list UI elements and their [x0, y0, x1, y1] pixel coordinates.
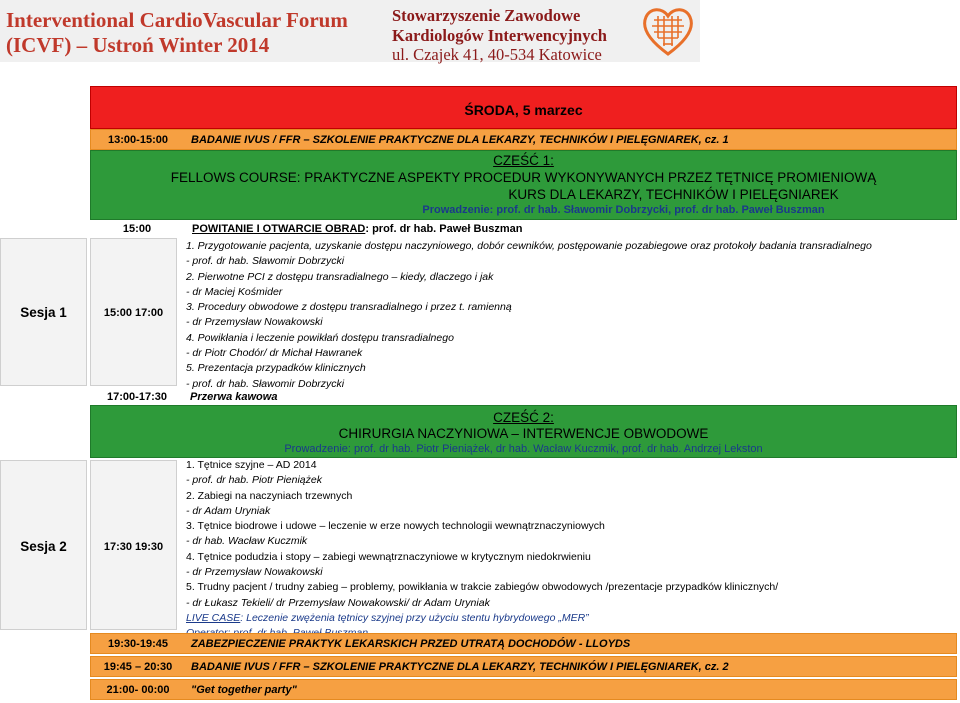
day-title: ŚRODA, 5 marzec — [464, 102, 583, 118]
row-description: "Get together party" — [191, 684, 297, 696]
part1-title: CZEŚĆ 1: — [493, 153, 554, 168]
schedule-row-party — [90, 679, 957, 700]
part2-chairs: Prowadzenie: prof. dr hab. Piotr Pieniążek, dr hab. Wacław Kuczmik, prof. dr hab. Andrzej Lekston — [284, 443, 763, 455]
welcome-text — [192, 223, 522, 235]
lecture-speaker: - prof. dr hab. Sławomir Dobrzycki — [186, 377, 345, 390]
lecture-title: 1. Przygotowanie pacjenta, uzyskanie dostępu naczyniowego, dobór cewników, postępowanie pozabiegowe oraz protokoły badania transradialnego — [186, 240, 872, 252]
part2-title: CZEŚĆ 2: — [493, 410, 554, 425]
part1-chairs: Prowadzenie: prof. dr hab. Sławomir Dobrzycki, prof. dr hab. Paweł Buszman — [422, 204, 825, 216]
live-case-description: : Leczenie zwężenia tętnicy szyjnej przy użyciu stentu hybrydowego „MER” — [240, 611, 589, 624]
row-description: BADANIE IVUS / FFR – SZKOLENIE PRAKTYCZNE DLA LEKARZY, TECHNIKÓW I PIELĘGNIAREK, cz. 2 — [191, 661, 729, 673]
lecture-speaker: - prof. dr hab. Piotr Pieniążek — [186, 474, 322, 487]
lecture-speaker: - prof. dr hab. Sławomir Dobrzycki — [186, 255, 345, 268]
schedule-row-coffee-break — [90, 388, 957, 406]
lecture-title: 4. Powikłania i leczenie powikłań dostępu transradialnego — [186, 331, 454, 344]
lecture-title: 3. Procedury obwodowe z dostępu transradialnego i przez t. ramienną — [186, 301, 512, 314]
organizer-name-line2: Kardiologów Interwencyjnych — [392, 25, 607, 45]
lecture-speaker: - dr Łukasz Tekieli/ dr Przemysław Nowakowski/ dr Adam Uryniak — [186, 596, 490, 609]
row-description: ZABEZPIECZENIE PRAKTYK LEKARSKICH PRZED UTRATĄ DOCHODÓW - LLOYDS — [191, 638, 631, 650]
live-case-line — [186, 611, 956, 626]
welcome-speaker: : prof. dr hab. Paweł Buszman — [365, 223, 523, 235]
row-time: 21:00- 00:00 — [106, 684, 170, 696]
live-case-label: LIVE CASE — [186, 611, 241, 624]
event-title — [6, 8, 348, 58]
heart-grid-logo-icon — [640, 4, 696, 58]
session1-label: Sesja 1 — [20, 305, 67, 320]
lecture-speaker: - dr Piotr Chodór/ dr Michał Hawranek — [186, 347, 363, 360]
session2-label: Sesja 2 — [20, 539, 67, 554]
part2-course-title: CHIRURGIA NACZYNIOWA – INTERWENCJE OBWODOWE — [338, 426, 709, 441]
part1-course-title: FELLOWS COURSE: PRAKTYCZNE ASPEKTY PROCEDUR WYKONYWANYCH PRZEZ TĘTNICĘ PROMIENIOWĄ — [170, 170, 877, 185]
lecture-speaker: - dr hab. Wacław Kuczmik — [186, 535, 308, 548]
schedule-row-ivus-part1 — [90, 129, 957, 150]
lecture-title: 1. Tętnice szyjne – AD 2014 — [186, 459, 317, 471]
lecture-speaker: - dr Maciej Kośmider — [186, 285, 283, 298]
row-time: 17:00-17:30 — [107, 391, 167, 403]
lecture-title: 5. Prezentacja przypadków klinicznych — [186, 362, 366, 375]
lecture-title: 2. Pierwotne PCI z dostępu transradialnego – kiedy, dlaczego i jak — [186, 270, 494, 283]
row-time: 13:00-15:00 — [108, 134, 168, 146]
lecture-title: 4. Tętnice podudzia i stopy – zabiegi wewnątrznaczyniowe w krytycznym niedokrwieniu — [186, 550, 591, 563]
lecture-speaker: - dr Przemysław Nowakowski — [186, 566, 323, 579]
session1-label-cell — [0, 238, 87, 386]
lecture-title: 3. Tętnice biodrowe i udowe – leczenie w erze nowych technologii wewnątrznaczyniowych — [186, 520, 605, 533]
session2-lectures — [186, 458, 956, 642]
header-banner — [0, 0, 700, 62]
session1-lectures — [186, 239, 956, 392]
part2-header — [90, 405, 957, 458]
event-title-line2: (ICVF) – Ustroń Winter 2014 — [6, 33, 270, 57]
session2-label-cell — [0, 460, 87, 630]
session1-time: 15:00 17:00 — [103, 307, 164, 319]
row-time: 15:00 — [122, 223, 152, 235]
row-description: Przerwa kawowa — [190, 391, 278, 403]
lecture-speaker: - dr Adam Uryniak — [186, 504, 271, 517]
row-description: BADANIE IVUS / FFR – SZKOLENIE PRAKTYCZNE DLA LEKARZY, TECHNIKÓW I PIELĘGNIAREK, cz. 1 — [191, 134, 729, 146]
organizer-address: ul. Czajek 41, 40-534 Katowice — [392, 45, 602, 64]
session2-time: 17:30 19:30 — [103, 541, 164, 553]
part1-header — [90, 150, 957, 220]
lecture-speaker: - dr Przemysław Nowakowski — [186, 316, 323, 329]
session2-time-cell — [90, 460, 177, 630]
schedule-row-ivus-part2 — [90, 656, 957, 677]
part1-course-subtitle: KURS DLA LEKARZY, TECHNIKÓW I PIELĘGNIAREK — [508, 187, 839, 202]
organizer-name-line1: Stowarzyszenie Zawodowe — [392, 6, 581, 25]
row-time: 19:45 – 20:30 — [103, 661, 173, 673]
event-title-line1: Interventional CardioVascular Forum — [6, 8, 348, 32]
schedule-row-lloyds — [90, 633, 957, 654]
lecture-title: 5. Trudny pacjent / trudny zabieg – problemy, powikłania w trakcie zabiegów obwodowych /prezentacje przypadków klinicznych/ — [186, 581, 779, 594]
organizer-block — [392, 6, 607, 65]
welcome-label: POWITANIE I OTWARCIE OBRAD — [192, 223, 366, 235]
lecture-title: 2. Zabiegi na naczyniach trzewnych — [186, 489, 353, 502]
session1-time-cell — [90, 238, 177, 386]
day-header-bar — [90, 86, 957, 129]
row-time: 19:30-19:45 — [108, 638, 168, 650]
